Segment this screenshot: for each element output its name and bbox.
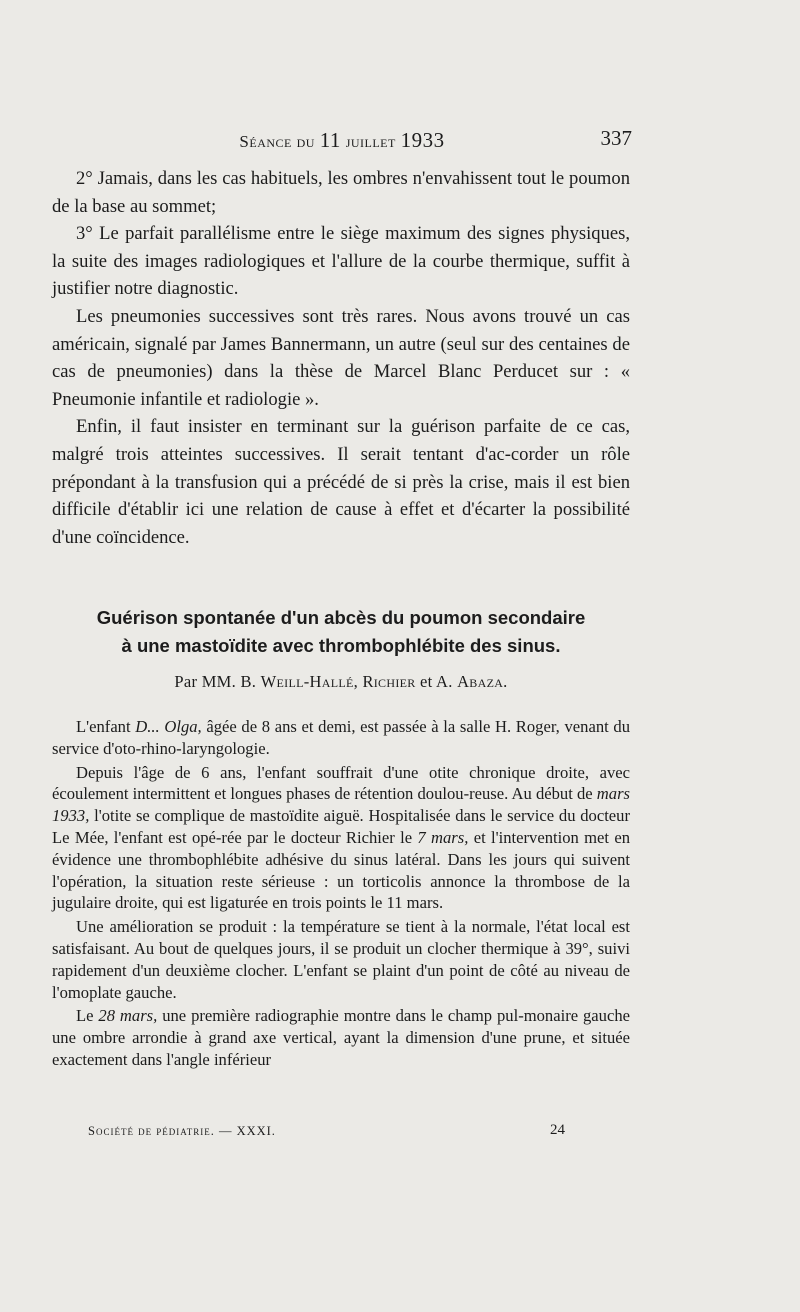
author-name: Abaza xyxy=(457,672,504,691)
text: L'enfant xyxy=(76,717,136,736)
paragraph: Une amélioration se produit : la température se tient à la normale, l'état local est satisfaisant. Au bout de quelques jours, il se produit un clocher thermique à 39°, suivi rapidement d'un deuxième clocher. L'enfant se plaint d'un point de côté au niveau de l'omoplate gauche. xyxy=(52,917,630,1002)
authors-separator: , xyxy=(353,672,363,691)
paragraph xyxy=(52,716,630,760)
running-title-part: Séance du xyxy=(239,132,320,151)
article-title xyxy=(52,604,630,660)
text: l'otite se complique de mastoïdite aiguë. Hospitalisée dans le service du docteur Le Mée, l'enfant est opé-rée par le docteur Richier le xyxy=(52,806,630,847)
title-line: Guérison spontanée d'un abcès du poumon secondaire xyxy=(96,607,586,628)
text: Le xyxy=(76,1006,99,1026)
sheet-signature: 24 xyxy=(550,1122,565,1138)
page-footer xyxy=(88,1124,568,1139)
running-title-year: 1933 xyxy=(400,128,445,152)
paragraph xyxy=(52,1005,630,1070)
authors-end: . xyxy=(503,672,508,691)
running-title-part: juillet xyxy=(340,132,401,151)
running-title xyxy=(52,128,632,153)
paragraph: Les pneumonies successives sont très rares. Nous avons trouvé un cas américain, signalé par James Bannermann, un autre (seul sur des centaines de cas de pneumonies) dans la thèse de Marcel Blanc Perducet sur : « Pneumonie infantile et radiologie ». xyxy=(52,305,630,410)
date: 28 mars, xyxy=(98,1006,158,1026)
authors-prefix: Par MM. B. xyxy=(174,672,261,691)
paragraph: Enfin, il faut insister en terminant sur la guérison parfaite de ce cas, malgré trois atteintes successives. Il serait tentant d'ac-corder un rôle prépondant à la transfusion qui a précédé de si près la crise, mais il est bien difficile d'établir ici une relation de cause à effet et d'écarter la possibilité d'une coïncidence. xyxy=(52,416,630,548)
text: Depuis l'âge de 6 ans, l'enfant souffrait d'une otite chronique droite, avec écoulement intermittent et longues phases de rétention doulou-reuse. Au début de xyxy=(52,762,630,804)
text: et l'intervention met en évidence une thrombophlébite adhésive du sinus latéral. Dans les jours qui suivent l'opération, la situation reste sérieuse : un torticolis annonce la thrombose de la jugulaire droite, qui est ligaturée en trois points le 11 mars. xyxy=(52,827,631,913)
page-header xyxy=(52,128,632,158)
page-number: 337 xyxy=(600,126,632,150)
author-name: Richier xyxy=(362,672,416,691)
title-line: à une mastoïdite avec thrombophlébite des sinus. xyxy=(121,635,561,656)
paragraph xyxy=(52,762,630,915)
text: une première radiographie montre dans le champ pul-monaire gauche une ombre arrondie à grand axe vertical, ayant la dimension d'une prune, et située exactement dans l'angle inférieur xyxy=(52,1006,630,1069)
authors-separator: et A. xyxy=(415,672,458,691)
date: mars 1933, xyxy=(52,784,630,826)
author-name: Weill-Hallé xyxy=(260,672,354,691)
date: 7 mars, xyxy=(417,827,469,847)
article-authors xyxy=(52,672,630,692)
running-title-day: 11 xyxy=(319,128,341,152)
paragraph: 3° Le parfait parallélisme entre le siège maximum des signes physiques, la suite des images radiologiques et l'allure de la courbe thermique, suffit à justifier notre diagnostic. xyxy=(52,223,630,300)
paragraph: 2° Jamais, dans les cas habituels, les ombres n'envahissent tout le poumon de la base au sommet; xyxy=(52,168,630,217)
text: âgée de 8 ans et demi, est passée à la salle H. Roger, venant du service d'oto-rhino-laryngologie. xyxy=(52,717,630,758)
patient-name: D... Olga, xyxy=(135,717,202,736)
previous-article-ending xyxy=(52,165,630,551)
article-body xyxy=(52,716,630,1073)
journal-signature: Société de pédiatrie. — XXXI. xyxy=(88,1124,276,1138)
